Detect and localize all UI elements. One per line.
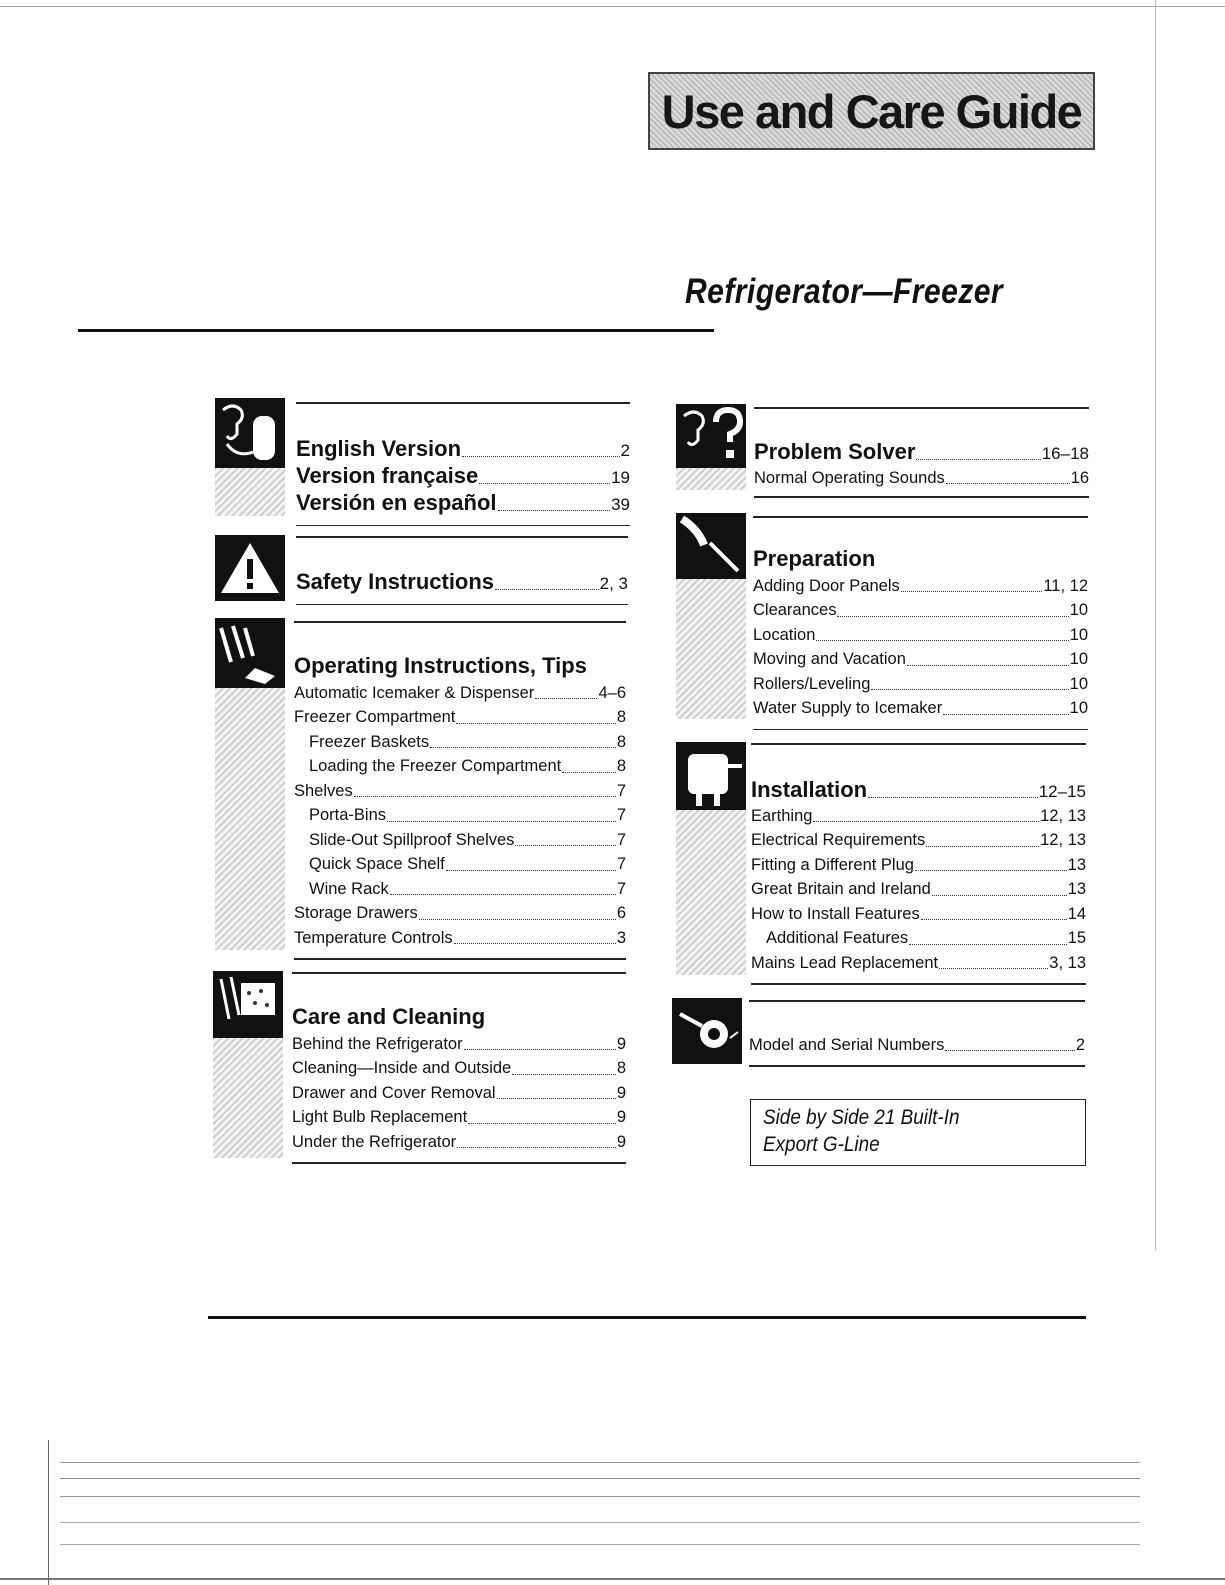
toc-entry[interactable]: Moving and Vacation 10 (753, 650, 1088, 668)
model-info-box (750, 1099, 1086, 1166)
scan-edge-bottom (0, 1578, 1225, 1580)
footer-rule (208, 1316, 1086, 1319)
toc-entry[interactable]: Storage Drawers 6 (294, 904, 626, 922)
toc-entry[interactable]: Porta-Bins 7 (309, 806, 626, 824)
scan-line (60, 1544, 1140, 1545)
scan-line (60, 1462, 1140, 1463)
serial-plate-icon (672, 998, 742, 1064)
section-problem-solver (754, 407, 1089, 498)
toc-entry[interactable]: Behind the Refrigerator 9 (292, 1034, 626, 1053)
toc-entry[interactable]: Adding Door Panels 11, 12 (753, 576, 1088, 595)
section-preparation (753, 516, 1088, 730)
toc-entry[interactable]: Automatic Icemaker & Dispenser 4–6 (294, 683, 626, 702)
toc-entry[interactable]: Additional Features 15 (766, 929, 1086, 947)
section-title: Operating Instructions, Tips (294, 652, 587, 678)
toc-entry[interactable]: Freezer Compartment 8 (294, 708, 626, 726)
toc-entry[interactable]: Loading the Freezer Compartment 8 (309, 757, 626, 775)
scan-line (60, 1496, 1140, 1497)
toc-entry[interactable]: Clearances 10 (753, 601, 1088, 619)
toc-entry[interactable]: Under the Refrigerator 9 (292, 1132, 626, 1151)
toc-entry[interactable]: Normal Operating Sounds 16 (754, 468, 1089, 487)
header-rule (78, 329, 714, 332)
toc-entry[interactable]: Water Supply to Icemaker 10 (753, 699, 1088, 717)
model-line-2: Export G-Line (763, 1133, 880, 1156)
toc-entry[interactable]: Fitting a Different Plug 13 (751, 855, 1086, 874)
scan-line (60, 1478, 1140, 1479)
question-face-icon (676, 404, 746, 468)
toc-entry[interactable]: Rollers/Leveling 10 (753, 674, 1088, 693)
toc-entry[interactable]: Shelves 7 (294, 781, 626, 800)
title-banner (648, 72, 1095, 150)
warning-icon (215, 535, 285, 601)
languages-icon (215, 398, 285, 468)
section-model (749, 1000, 1085, 1067)
scan-line (60, 1522, 1140, 1523)
screwdriver-icon (676, 513, 746, 579)
toc-entry[interactable]: Electrical Requirements 12, 13 (751, 831, 1086, 849)
section-languages (296, 402, 630, 526)
toc-entry[interactable]: Light Bulb Replacement 9 (292, 1108, 626, 1126)
document-title: Use and Care Guide (661, 84, 1082, 138)
toc-entry[interactable]: Mains Lead Replacement 3, 13 (751, 953, 1086, 972)
hand-control-icon (215, 618, 285, 688)
scan-edge-top (0, 6, 1225, 7)
toc-entry[interactable]: Temperature Controls 3 (294, 928, 626, 947)
sponge-icon (213, 971, 283, 1038)
toc-entry[interactable]: Wine Rack 7 (309, 879, 626, 898)
toc-entry[interactable]: Great Britain and Ireland 13 (751, 880, 1086, 898)
toc-entry[interactable]: Model and Serial Numbers 2 (749, 1035, 1085, 1054)
toc-entry[interactable]: Problem Solver 16–18 (754, 438, 1089, 464)
toc-entry[interactable]: How to Install Features 14 (751, 904, 1086, 923)
section-safety (296, 536, 628, 605)
section-title: Care and Cleaning (292, 1003, 486, 1029)
toc-entry[interactable]: Freezer Baskets 8 (309, 732, 626, 751)
toc-entry[interactable]: Slide-Out Spillproof Shelves 7 (309, 830, 626, 849)
toc-entry[interactable]: English Version 2 (296, 435, 630, 461)
toc-entry[interactable]: Earthing 12, 13 (751, 806, 1086, 825)
toc-entry[interactable]: Installation 12–15 (751, 776, 1086, 802)
model-line-1: Side by Side 21 Built-In (763, 1106, 960, 1129)
section-title: Preparation (753, 545, 876, 571)
section-operating (294, 621, 626, 960)
section-installation (751, 743, 1086, 985)
toc-entry[interactable]: Cleaning—Inside and Outside 8 (292, 1059, 626, 1077)
toc-entry[interactable]: Quick Space Shelf 7 (309, 855, 626, 873)
section-care (292, 972, 626, 1164)
toc-entry[interactable]: Location 10 (753, 625, 1088, 644)
toc-entry[interactable]: Drawer and Cover Removal 9 (292, 1083, 626, 1102)
electrical-plug-icon (676, 742, 746, 810)
toc-entry[interactable]: Versión en español 39 (296, 489, 630, 515)
scan-edge-left (48, 1440, 49, 1585)
scan-edge-right (1155, 0, 1156, 1250)
toc-entry[interactable]: Safety Instructions 2, 3 (296, 568, 628, 594)
product-subtitle: Refrigerator—Freezer (685, 272, 1004, 311)
toc-entry[interactable]: Version française 19 (296, 462, 630, 488)
